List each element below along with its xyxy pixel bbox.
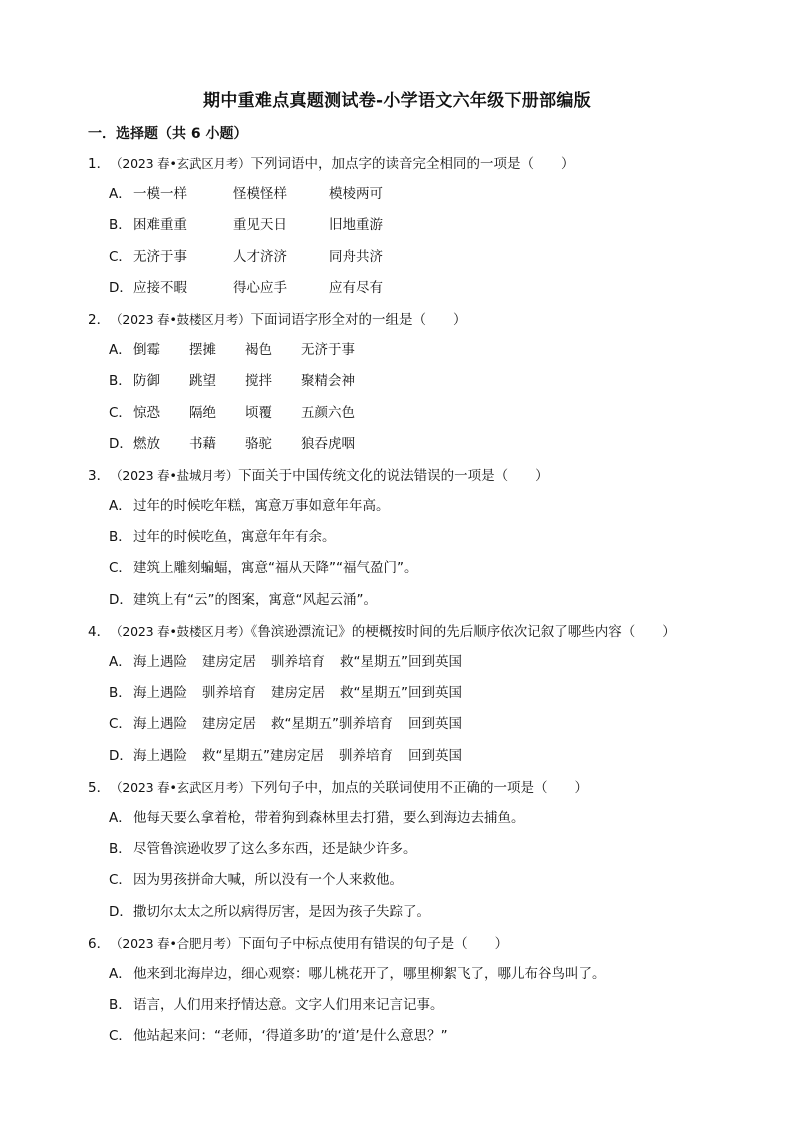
option-b — [88, 992, 728, 1023]
option-word: 旧地重游 — [329, 217, 383, 234]
option-key: A． — [109, 809, 132, 826]
question-4 — [88, 618, 728, 774]
option-text: 他每天要么拿着枪，带着狗到森林里去打猎，要么到海边去捕鱼。 — [133, 809, 525, 826]
option-a — [88, 805, 728, 836]
question-text: 下面词语字形全对的一组是（ ） — [250, 311, 467, 328]
option-word: 建房定居 — [202, 716, 256, 733]
question-5 — [88, 774, 728, 930]
option-text: 建筑上有“云”的图案，寓意“风起云涌”。 — [133, 591, 377, 608]
option-d — [88, 431, 728, 462]
option-key: C． — [109, 1028, 132, 1045]
option-word: 一模一样 — [133, 186, 187, 203]
option-word: 得心应手 — [233, 279, 287, 296]
question-stem — [88, 774, 728, 805]
question-text: 下列句子中，加点的关联词使用不正确的一项是（ ） — [250, 779, 588, 796]
option-word: 模棱两可 — [329, 186, 383, 203]
option-word: 顷覆 — [245, 404, 272, 421]
option-word: 惊恐 — [133, 404, 160, 421]
question-source: （2023 春•玄武区月考） — [110, 779, 251, 795]
option-word: 海上遇险 — [133, 654, 187, 670]
option-word: 重见天日 — [233, 217, 287, 234]
question-1 — [88, 150, 728, 306]
option-a — [88, 649, 728, 680]
option-key: B． — [109, 373, 132, 390]
section-heading: 一．选择题（共 6 小题） — [88, 126, 248, 142]
option-word: 驯养培育 — [202, 685, 256, 702]
question-list — [88, 150, 728, 1054]
option-b — [88, 836, 728, 867]
question-stem — [88, 462, 728, 493]
option-word: 搅拌 — [245, 373, 272, 390]
option-key: C． — [109, 716, 132, 733]
option-word: 人才济济 — [233, 248, 287, 265]
option-a — [88, 181, 728, 212]
question-source: （2023 春•合肥月考） — [110, 935, 239, 951]
option-word: 狼吞虎咽 — [301, 435, 355, 452]
option-word: 跳望 — [189, 373, 216, 390]
option-word: 回到英国 — [408, 747, 462, 764]
question-text: 《鲁滨逊漂流记》的梗概按时间的先后顺序依次记叙了哪些内容（ ） — [250, 623, 676, 640]
question-source: （2023 春•盐城月考） — [110, 467, 239, 483]
option-text: 他来到北海岸边，细心观察：哪儿桃花开了，哪里柳絮飞了，哪儿布谷鸟叫了。 — [133, 965, 606, 982]
option-word: 五颜六色 — [301, 404, 355, 421]
option-key: A． — [109, 654, 132, 670]
option-word: 聚精会神 — [301, 373, 355, 390]
option-word: 困难重重 — [133, 217, 187, 234]
option-text: 建筑上雕刻蝙蝠，寓意“福从天降”“福气盈门”。 — [133, 560, 418, 577]
option-key: C． — [109, 248, 132, 265]
option-key: A． — [109, 498, 132, 515]
option-key: B． — [109, 529, 132, 546]
option-key: A． — [109, 965, 132, 982]
option-word: 同舟共济 — [329, 248, 383, 265]
question-number: 2． — [88, 311, 111, 328]
option-word: 怪模怪样 — [233, 186, 287, 203]
question-source: （2023 春•鼓楼区月考） — [110, 311, 251, 327]
option-word: 应有尽有 — [329, 279, 383, 296]
option-c — [88, 244, 728, 275]
option-d — [88, 275, 728, 306]
option-key: B． — [109, 841, 132, 858]
option-key: A． — [109, 342, 132, 359]
question-number: 6． — [88, 935, 111, 952]
question-number: 5． — [88, 779, 111, 796]
option-text: 语言，人们用来抒情达意。文字人们用来记言记事。 — [133, 997, 444, 1014]
option-c — [88, 555, 728, 586]
option-key: B． — [109, 685, 132, 702]
option-word: 建房定居 — [202, 654, 256, 670]
option-word: 防御 — [133, 373, 160, 390]
option-b — [88, 680, 728, 711]
option-a — [88, 961, 728, 992]
option-word: 应接不暇 — [133, 279, 187, 296]
option-key: B． — [109, 997, 132, 1014]
option-word: 驯养培育 — [271, 654, 325, 670]
option-b — [88, 524, 728, 555]
question-2 — [88, 306, 728, 462]
option-word: 隔绝 — [189, 404, 216, 421]
option-b — [88, 212, 728, 243]
option-text: 过年的时候吃鱼，寓意年年有余。 — [133, 529, 336, 546]
option-key: B． — [109, 217, 132, 234]
option-c — [88, 1023, 728, 1054]
option-word: 建房定居 — [271, 685, 325, 702]
option-text: 他站起来问：“老师，‘得道多助’的‘道’是什么意思？” — [133, 1028, 448, 1045]
option-b — [88, 368, 728, 399]
option-key: D． — [109, 903, 133, 920]
option-word: 骆驼 — [245, 435, 272, 452]
option-c — [88, 867, 728, 898]
option-c — [88, 711, 728, 742]
option-text: 过年的时候吃年糕，寓意万事如意年年高。 — [133, 498, 390, 515]
option-a — [88, 337, 728, 368]
question-source: （2023 春•鼓楼区月考） — [110, 623, 251, 639]
option-word: 海上遇险 — [133, 716, 187, 733]
option-key: D． — [109, 591, 133, 608]
option-text: 因为男孩拼命大喊，所以没有一个人来救他。 — [133, 872, 403, 889]
option-word: 无济于事 — [133, 248, 187, 265]
option-word: 回到英国 — [408, 716, 462, 733]
question-number: 1． — [88, 156, 111, 172]
option-word: 救“星期五”回到英国 — [340, 685, 462, 702]
option-word: 驯养培育 — [339, 747, 393, 764]
option-key: C． — [109, 872, 132, 889]
option-key: D． — [109, 279, 133, 296]
option-key: C． — [109, 404, 132, 421]
question-text: 下面句子中标点使用有错误的句子是（ ） — [238, 935, 509, 952]
option-word: 褐色 — [245, 342, 272, 359]
option-c — [88, 400, 728, 431]
option-d — [88, 743, 728, 774]
option-word: 摆摊 — [189, 342, 216, 359]
question-number: 3． — [88, 467, 111, 484]
option-word: 海上遇险 — [133, 685, 187, 702]
option-key: C． — [109, 560, 132, 577]
option-word: 海上遇险 — [133, 747, 187, 764]
option-key: D． — [109, 747, 133, 764]
option-word: 救“星期五”建房定居 — [202, 747, 324, 764]
option-word: 书藉 — [189, 435, 216, 452]
question-6 — [88, 930, 728, 1055]
question-stem — [88, 618, 728, 649]
option-key: D． — [109, 435, 133, 452]
option-word: 无济于事 — [301, 342, 355, 359]
question-stem — [88, 306, 728, 337]
option-word: 救“星期五”回到英国 — [340, 654, 462, 670]
option-d — [88, 899, 728, 930]
question-3 — [88, 462, 728, 618]
option-d — [88, 587, 728, 618]
option-text: 撒切尔太太之所以病得厉害，是因为孩子失踪了。 — [133, 903, 430, 920]
option-word: 燃放 — [133, 435, 160, 452]
question-text: 下列词语中，加点字的读音完全相同的一项是（ ） — [250, 156, 575, 172]
page-title: 期中重难点真题测试卷-小学语文六年级下册部编版 — [203, 91, 591, 111]
question-number: 4． — [88, 623, 111, 640]
option-key: A． — [109, 186, 132, 203]
question-stem — [88, 930, 728, 961]
question-stem — [88, 150, 728, 181]
option-word: 倒霉 — [133, 342, 160, 359]
option-word: 救“星期五”驯养培育 — [271, 716, 393, 733]
question-text: 下面关于中国传统文化的说法错误的一项是（ ） — [238, 467, 549, 484]
question-source: （2023 春•玄武区月考） — [110, 156, 251, 171]
option-a — [88, 493, 728, 524]
option-text: 尽管鲁滨逊收罗了这么多东西，还是缺少许多。 — [133, 841, 417, 858]
